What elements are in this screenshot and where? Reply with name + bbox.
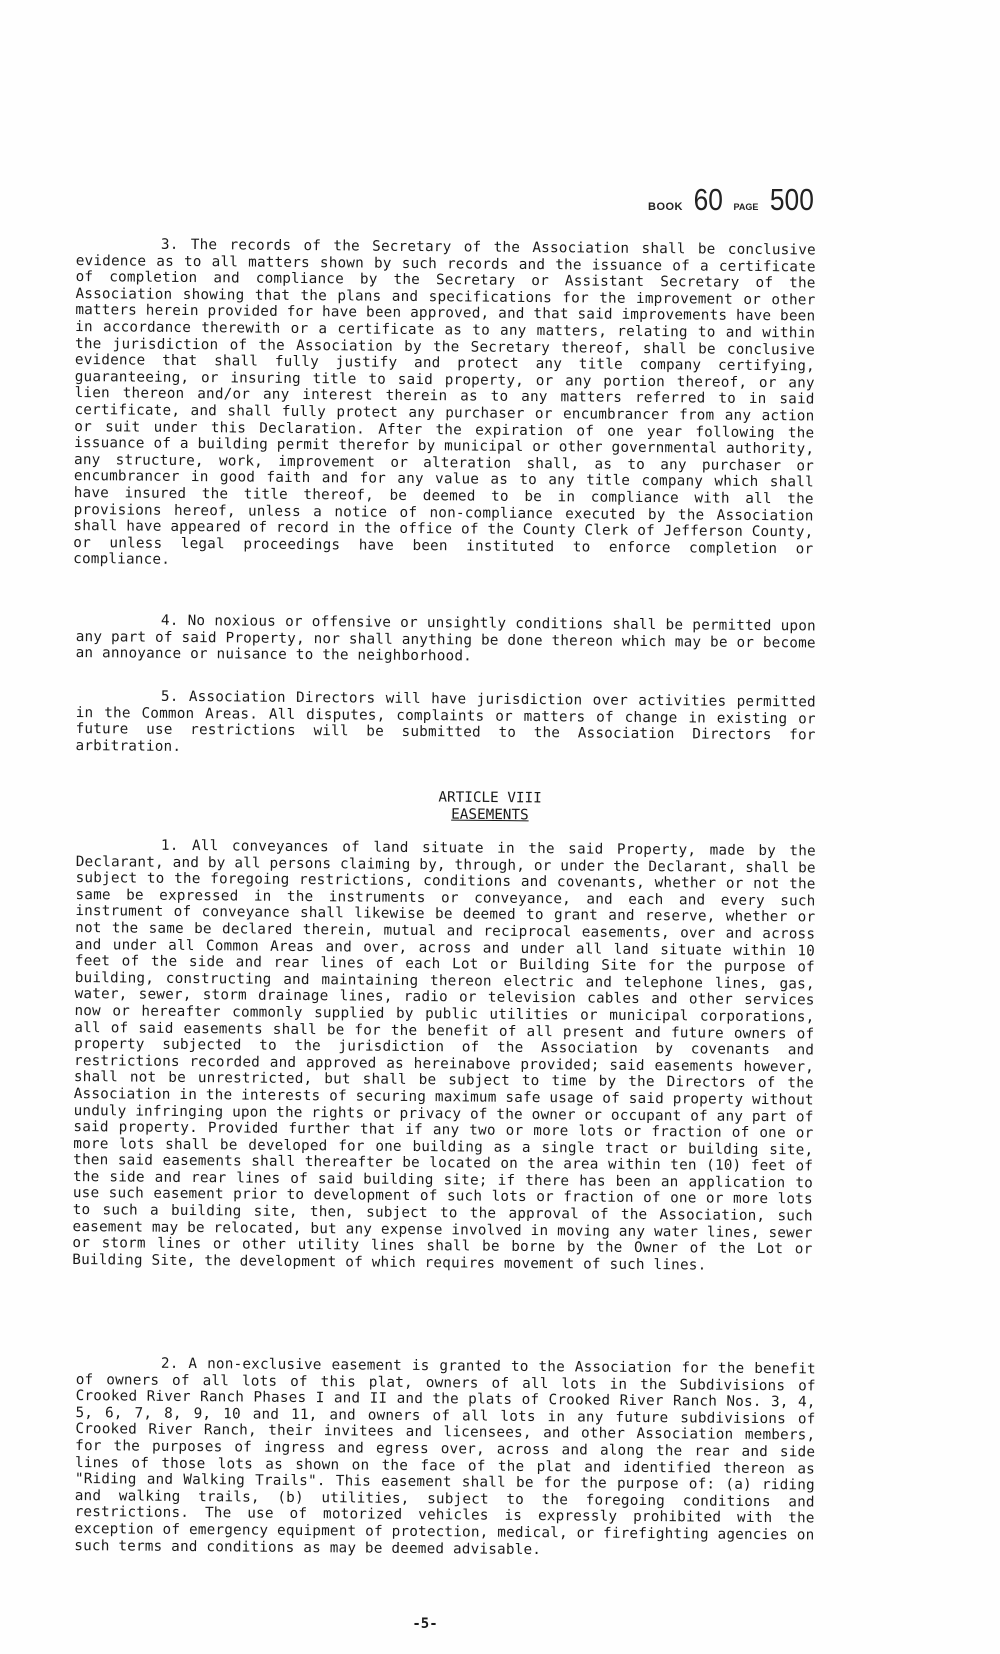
easements-paragraph-2: [74, 1355, 816, 1561]
paragraph-5-text: 5. Association Directors will have jurisdiction over activities permitted in the Common Areas. All disputes, complaints or matters of change in existing or future use restrictions will be submitted to the Association Directors for arbitration.: [75, 688, 816, 755]
easements-paragraph-1: [72, 837, 816, 1275]
paragraph-3-text: 3. The records of the Secretary of the Association shall be conclusive evidence as to all matters shown by such records and the issuance of a certificate of completion and compliance by the Secretary or Assistant Secretary of the Association showing that the plans and specifications for the improvement or other matters herein provided for have been approved, and that said improvements have been in accordance therewith or a certificate as to any matters, relating to and within the jurisdiction of the Association by the Secretary thereof, shall be conclusive evidence that shall fully justify and protect any title company certifying, guaranteeing, or insuring title to said property, or any portion thereof, or any lien thereon and/or any interest therein as to any matters referred to in said certificate, and shall fully protect any purchaser or encumbrancer from any action or suit under this Declaration. After the expiration of one year following the issuance of a building permit therefor by municipal or other governmental authority, any structure, work, improvement or alteration shall, as to any purchaser or encumbrancer in good faith and for any value as to any title company which shall have insured the title thereof, be deemed to be in compliance with all the provisions hereof, unless a notice of non-compliance executed by the Association shall have appeared of record in the office of the County Clerk of Jefferson County, or unless legal proceedings have been instituted to enforce completion or compliance.: [73, 236, 816, 569]
paragraph-3: [73, 236, 816, 574]
paragraph-4: [76, 612, 816, 668]
easements-paragraph-2-text: 2. A non-exclusive easement is granted to the Association for the benefit of owners of all lots of this plat, owners of all lots in the Subdivisions of Crooked River Ranch Phases I and II and the plats of Crooked River Ranch Nos. 3, 4, 5, 6, 7, 8, 9, 10 and 11, and owners of all lots in any future subdivisions of Crooked River Ranch, their invitees and licensees, and other Association members, for the purposes of ingress and egress over, across and along the rear and side lines of those lots as shown on the face of the plat and identified thereon as "Riding and Walking Trails". This easement shall be for the purpose of: (a) riding and walking trails, (b) utilities, subject to the foregoing conditions and restrictions. The use of motorized vehicles is expressly prohibited with the exception of emergency equipment of protection, medical, or firefighting agencies on such terms and conditions as may be deemed advisable.: [74, 1355, 816, 1558]
easements-paragraph-1-text: 1. All conveyances of land situate in the said Property, made by the Declarant, and by all persons claiming by, through, or under the Declarant, shall be subject to the foregoing restrictions, conditions and covenants, whether or not the same be expressed in the instruments or conveyance, and each and every such instrument of conveyance shall likewise be deemed to grant and reserve, whether or not the same be declared therein, mutual and reciprocal easements, over and across and under all Common Areas and over, across and under all land situate within 10 feet of the side and rear lines of each Lot or Building Site for the purpose of building, constructing and maintaining thereon electric and telephone lines, gas, water, sewer, storm drainage lines, radio or television cables and other services now or hereafter commonly supplied by public utilities or municipal corporations, all of said easements shall be for the benefit of all present and future owners of property subjected to the jurisdiction of the Association by covenants and restrictions recorded and approved as hereinabove provided; said easements however, shall not be unrestricted, but shall be subject to time by the Directors of the Association in the interests of securing maximum safe usage of said property without unduly infringing upon the rights or privacy of the owner or occupant of any part of said property. Provided further that if any two or more lots or fraction of one or more lots shall be developed for one building as a single tract or building site, then said easements shall thereafter be located on the area within ten (10) feet of the side and rear lines of said building site; if there has been an application to use such easement prior to development of such lots or fraction of one or more lots to such a building site, then, subject to the approval of the Association, such easement may be relocated, but any expense involved in moving any water lines, sewer or storm lines or other utility lines shall be borne by the Owner of the Lot or Building Site, the development of which requires movement of such lines.: [72, 837, 816, 1274]
paragraph-4-text: 4. No noxious or offensive or unsightly conditions shall be permitted upon any part of said Property, nor shall anything be done thereon which may be or become an annoyance or nuisance to the neighborhood.: [75, 612, 816, 665]
paragraph-5: [75, 688, 816, 761]
book-number: 60: [693, 182, 723, 217]
article-title: ARTICLE VIII: [438, 789, 542, 807]
article-subtitle: EASEMENTS: [451, 806, 529, 824]
book-label: BOOK: [648, 201, 683, 213]
book-page-stamp: [648, 182, 818, 218]
page-number-stamp: 500: [770, 182, 815, 217]
article-heading: [360, 789, 620, 825]
page-label: PAGE: [733, 202, 759, 212]
page-footer-number: -5-: [412, 1616, 438, 1632]
